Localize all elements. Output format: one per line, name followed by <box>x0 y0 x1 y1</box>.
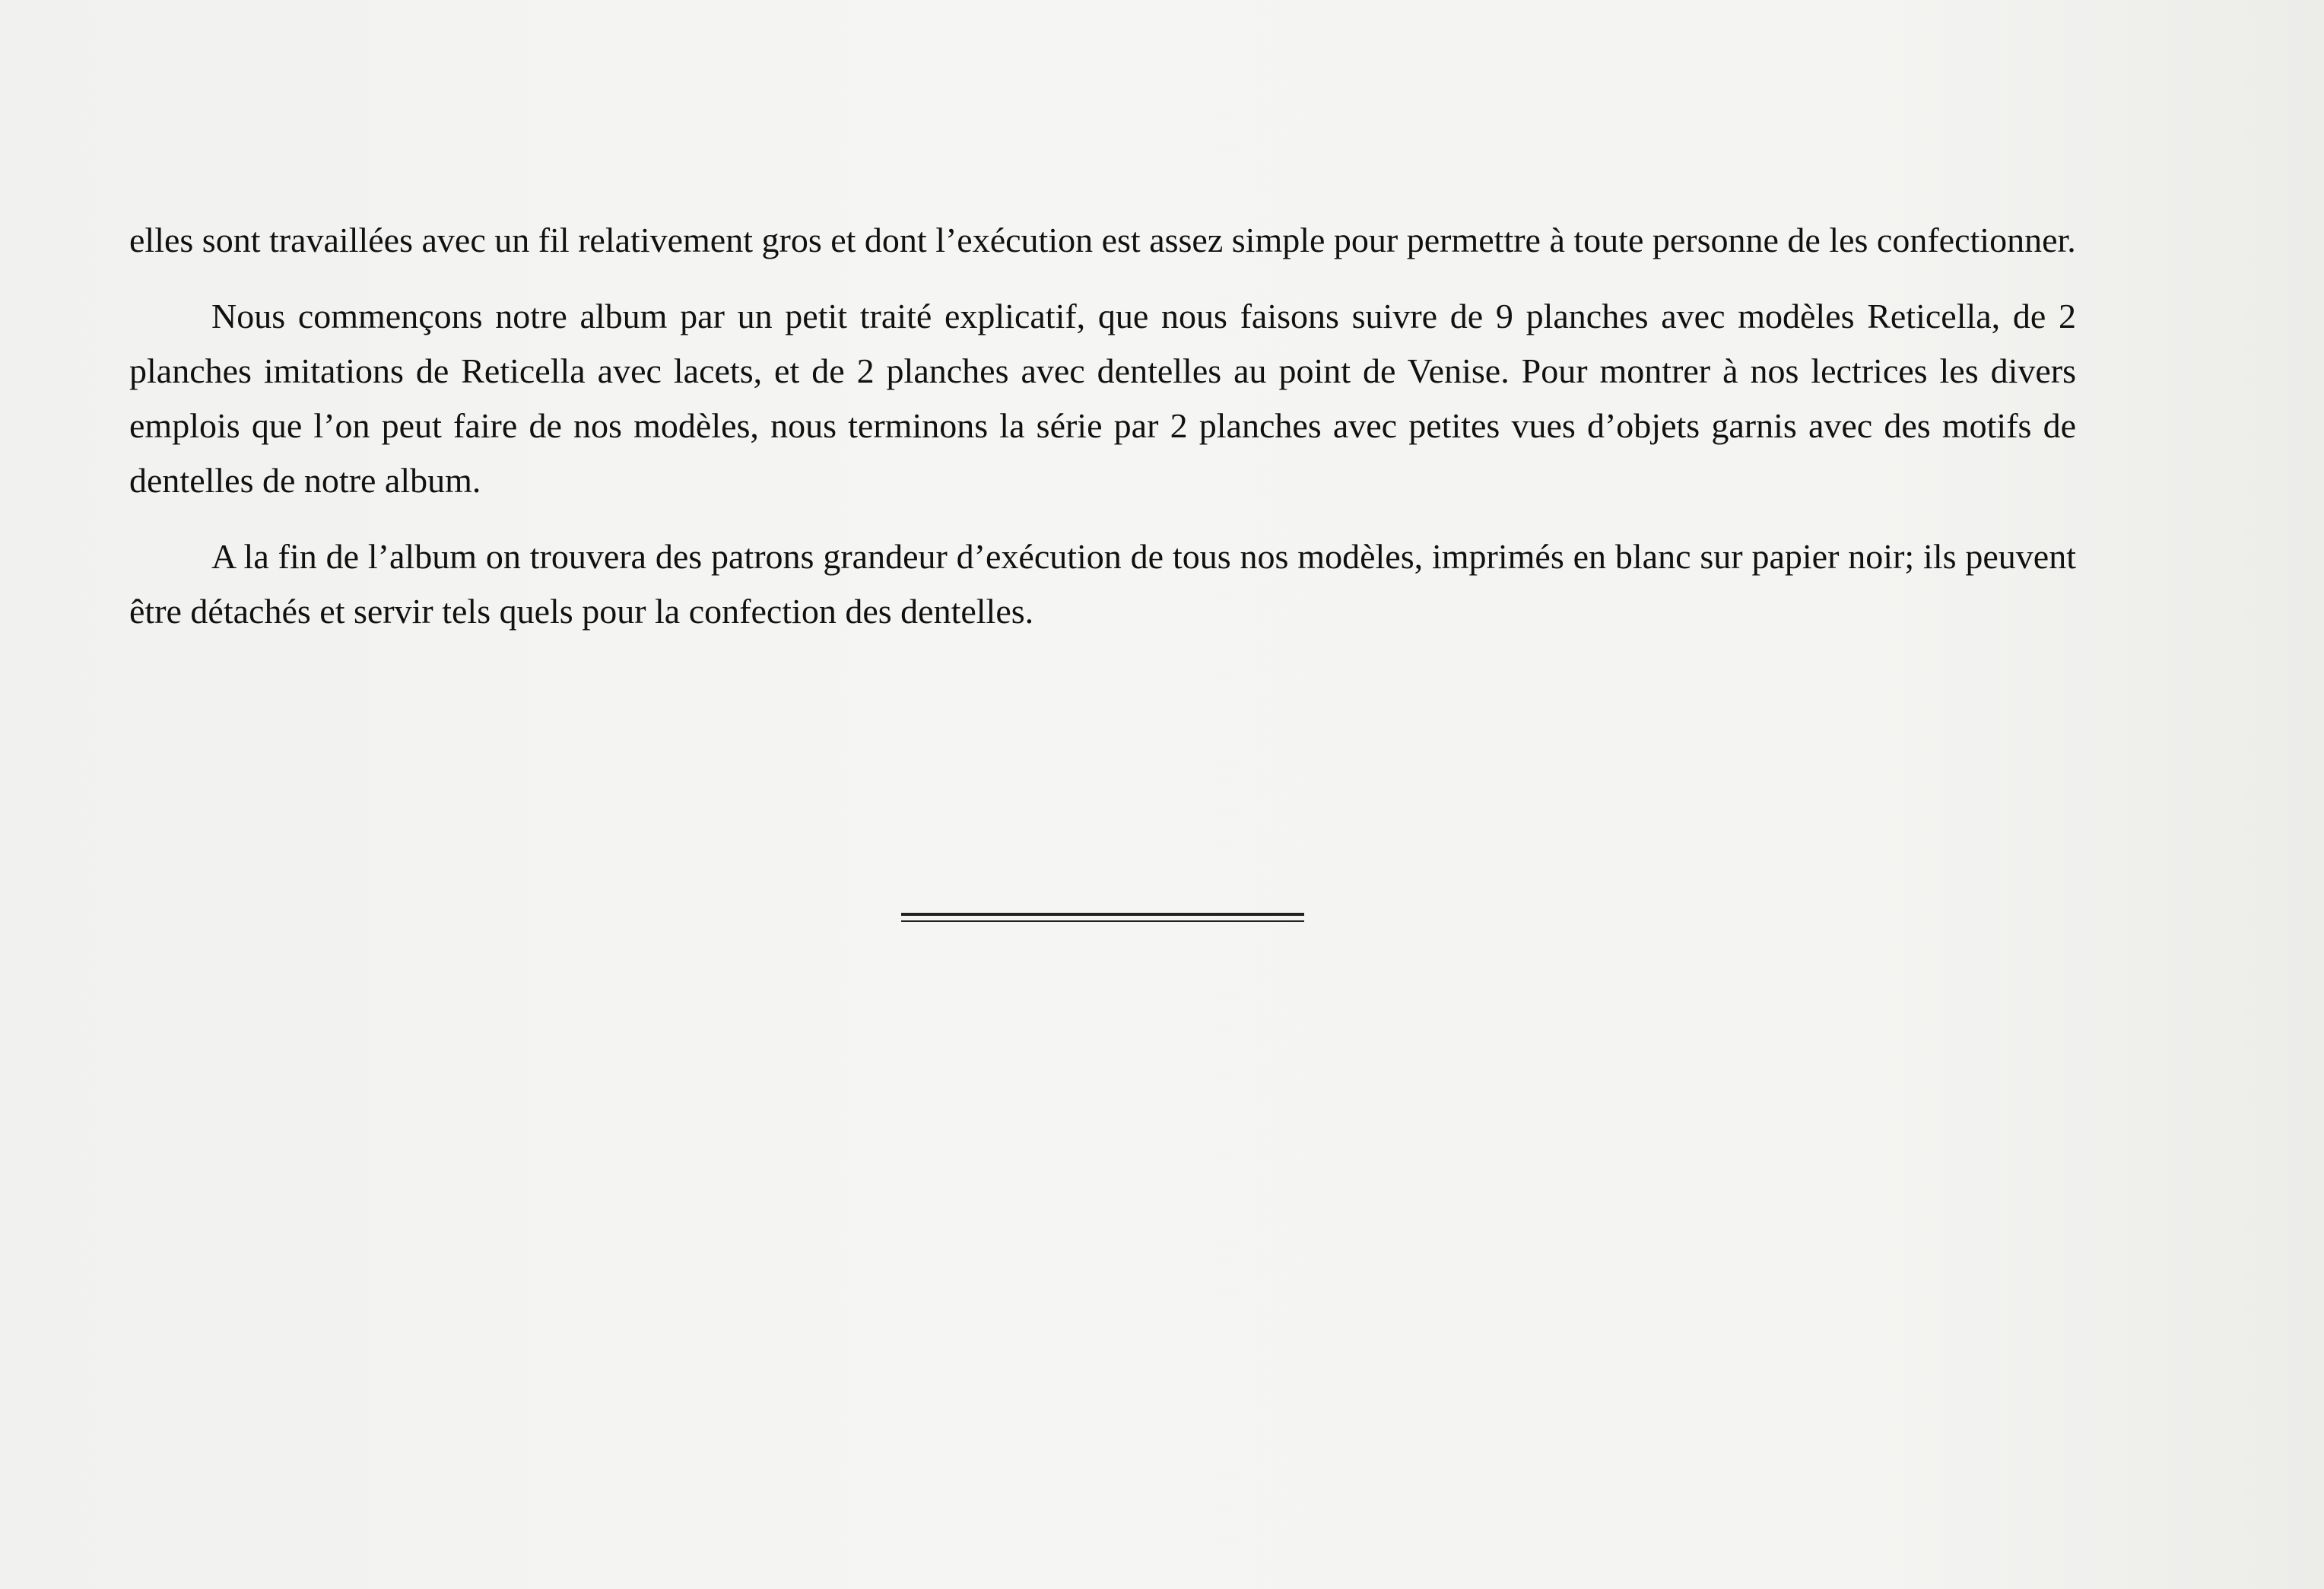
paragraph-1: elles sont travaillées avec un fil relativement gros et dont l’exécution est assez simple pour permettre à toute personne de les confectionner. <box>129 221 2076 259</box>
paragraph-3: A la fin de l’album on trouvera des patrons grandeur d’exécution de tous nos modèles, imprimés en blanc sur papier noir; ils peuvent être détachés et servir tels quels pour la confection des dentelles. <box>129 537 2076 631</box>
divider-line-thick <box>901 913 1304 916</box>
paragraph-2: Nous commençons notre album par un petit traité explicatif, que nous faisons suivre de 9 planches avec modèles Reticella, de 2 planches imitations de Reticella avec lacets, et de 2 planches avec dentelles au point de Venise. Pour montrer à nos lectrices les divers emplois que l’on peut faire de nos modèles, nous terminons la série par 2 planches avec petites vues d’objets garnis avec des motifs de dentelles de notre album. <box>129 297 2076 500</box>
body-text <box>129 213 2076 660</box>
divider-line-thin <box>901 920 1304 922</box>
section-divider <box>901 913 1304 923</box>
